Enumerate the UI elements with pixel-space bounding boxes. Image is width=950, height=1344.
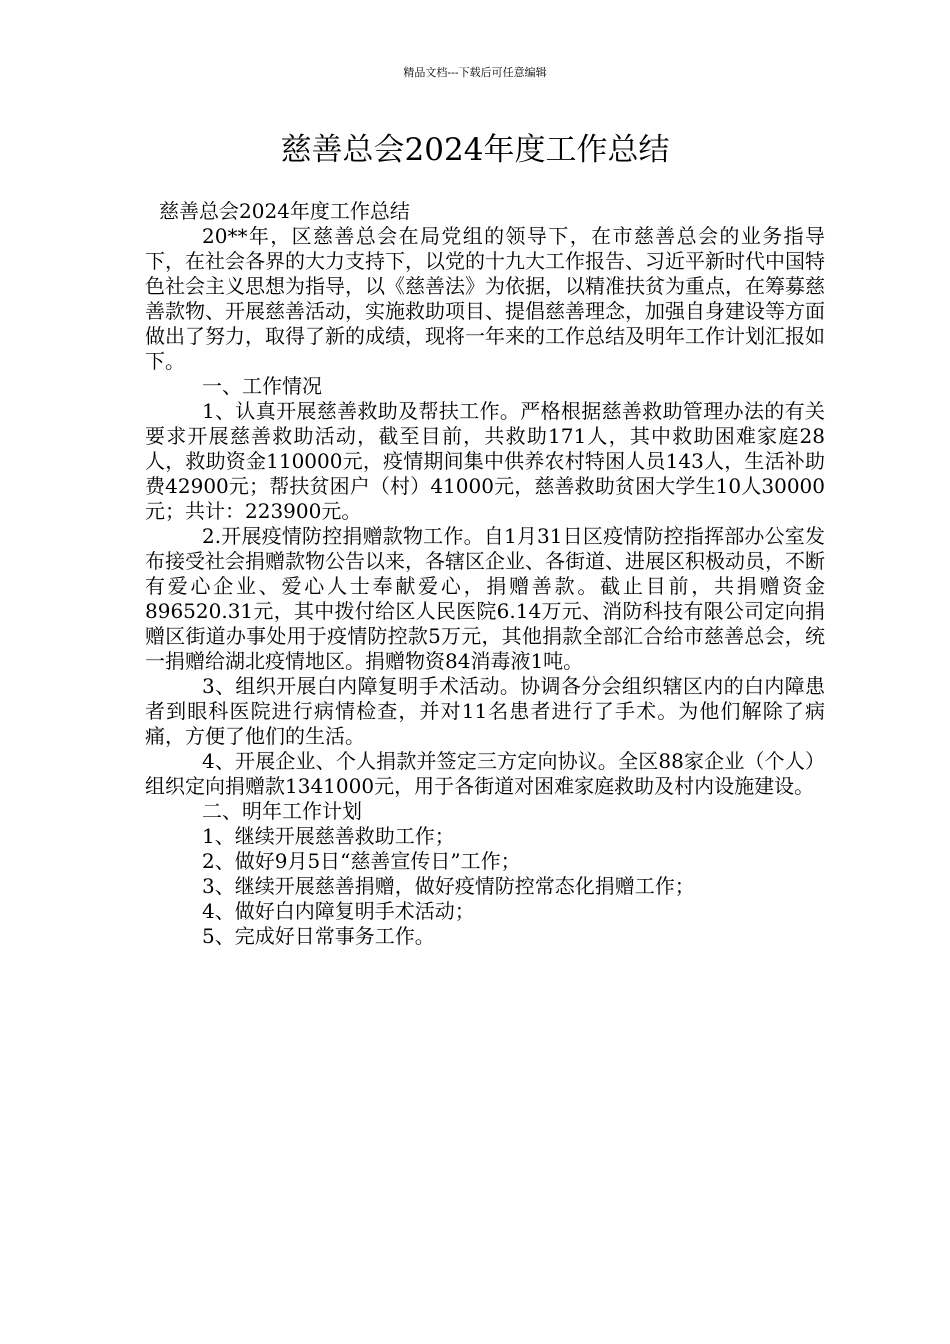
plan-item-2: 2、做好9月5日“慈善宣传日”工作；: [202, 849, 521, 873]
body-subtitle: 慈善总会2024年度工作总结: [159, 199, 410, 223]
document-body: [145, 199, 825, 949]
plan-item-4: 4、做好白内障复明手术活动；: [202, 899, 475, 923]
work-item-3: 3、组织开展白内障复明手术活动。协调各分会组织辖区内的白内障患者到眼科医院进行病情检查，并对11名患者进行了手术。为他们解除了病痛，方便了他们的生活。: [145, 674, 825, 748]
document-title: 慈善总会2024年度工作总结: [280, 132, 670, 168]
intro-paragraph: 20**年，区慈善总会在局党组的领导下，在市慈善总会的业务指导下，在社会各界的大力支持下，以党的十九大工作报告、习近平新时代中国特色社会主义思想为指导，以《慈善法》为依据，以精准扶贫为重点，在筹募慈善款物、开展慈善活动，实施救助项目、提倡慈善理念，加强自身建设等方面做出了努力，取得了新的成绩，现将一年来的工作总结及明年工作计划汇报如下。: [145, 224, 825, 373]
header-note: 精品文档---下载后可任意编辑: [403, 66, 547, 79]
work-item-2: 2.开展疫情防控捐赠款物工作。自1月31日区疫情防控指挥部办公室发布接受社会捐赠款物公告以来，各辖区企业、各街道、进展区积极动员，不断有爱心企业、爱心人士奉献爱心，捐赠善款。截止目前，共捐赠资金896520.31元，其中拨付给区人民医院6.14万元、消防科技有限公司定向捐赠区街道办事处用于疫情防控款5万元，其他捐款全部汇合给市慈善总会，统一捐赠给湖北疫情地区。捐赠物资84消毒液1吨。: [145, 524, 825, 673]
plan-item-3: 3、继续开展慈善捐赠，做好疫情防控常态化捐赠工作；: [202, 874, 695, 898]
section-heading-next-year-plan: 二、明年工作计划: [202, 799, 362, 823]
plan-item-5: 5、完成好日常事务工作。: [202, 924, 435, 948]
plan-item-1: 1、继续开展慈善救助工作；: [202, 824, 455, 848]
work-item-1: 1、认真开展慈善救助及帮扶工作。严格根据慈善救助管理办法的有关要求开展慈善救助活动，截至目前，共救助171人，其中救助困难家庭28人，救助资金110000元，疫情期间集中供养农村特困人员143人，生活补助费42900元；帮扶贫困户（村）41000元，慈善救助贫困大学生10人30000元；共计：223900元。: [145, 399, 825, 523]
section-heading-work-status: 一、工作情况: [202, 374, 322, 398]
work-item-4: 4、开展企业、个人捐款并签定三方定向协议。全区88家企业（个人）组织定向捐赠款1341000元，用于各街道对困难家庭救助及村内设施建设。: [145, 749, 825, 798]
